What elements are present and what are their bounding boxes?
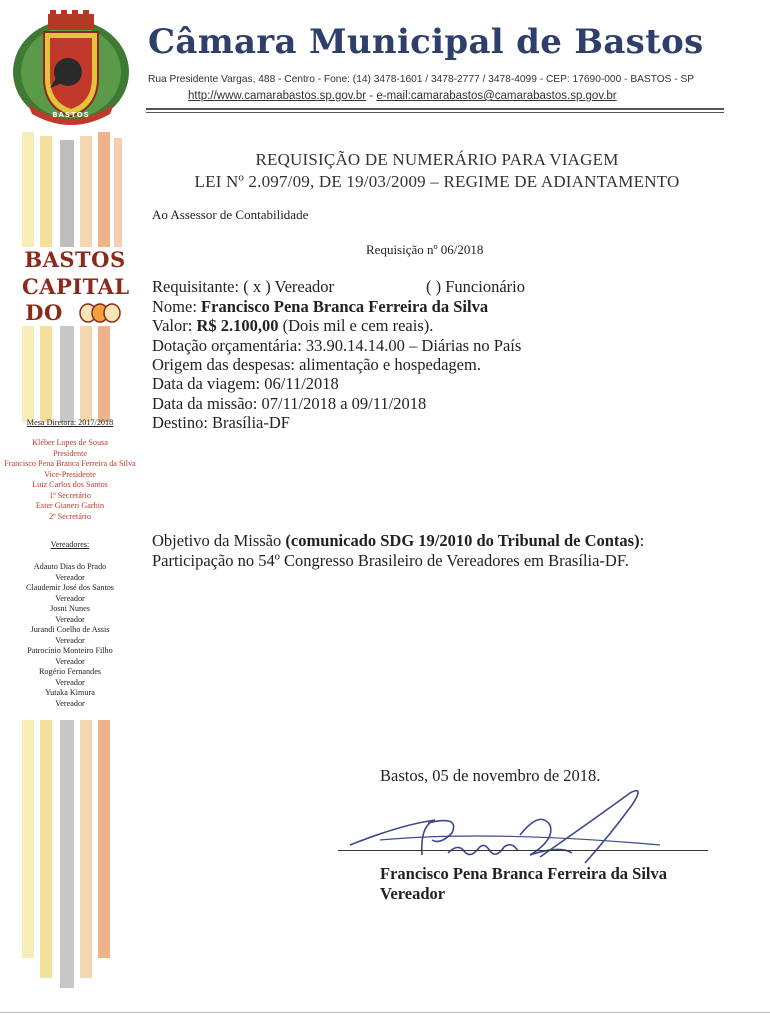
vereador-role: Vereador [55, 635, 85, 645]
slogan-line-capital: CAPITAL [22, 274, 130, 299]
signer-role: Vereador [380, 884, 446, 903]
email-link[interactable]: e-mail:camarabastos@camarabastos.sp.gov.br [376, 90, 617, 102]
vereador-role: Vereador [55, 698, 85, 708]
requisition-number: Requisição nº 06/2018 [366, 242, 484, 257]
objetivo-heading [152, 531, 644, 551]
mesa-role: Presidente [52, 448, 88, 458]
recipient: Ao Assessor de Contabilidade [152, 207, 309, 222]
destino-field: Destino: Brasília-DF [152, 413, 290, 432]
valor-label: Valor: [152, 316, 197, 335]
objetivo-text: Participação no 54º Congresso Brasileiro de Vereadores em Brasília-DF. [152, 551, 629, 570]
vereador-name: Patrocínio Monteiro Filho [27, 646, 113, 655]
header-links [188, 90, 617, 102]
objetivo-colon: : [639, 531, 645, 550]
funcionario-option: ( ) Funcionário [426, 277, 525, 296]
mesa-role: Vice-Presidente [44, 469, 96, 479]
valor-extenso: (Dois mil e cem reais). [278, 316, 434, 335]
coat-of-arms-icon [10, 8, 132, 130]
nome-value: Francisco Pena Branca Ferreira da Silva [201, 297, 489, 316]
data-missao-field: Data da missão: 07/11/2018 a 09/11/2018 [152, 394, 427, 413]
vereador-role: Vereador [55, 677, 85, 687]
data-viagem-field: Data da viagem: 06/11/2018 [152, 374, 339, 393]
link-separator: - [366, 90, 377, 102]
signer-name: Francisco Pena Branca Ferreira da Silva [380, 864, 668, 883]
vereador-role: Vereador [55, 572, 85, 582]
vereador-name: Adauto Dias do Prado [33, 562, 107, 571]
objetivo-reference: (comunicado SDG 19/2010 do Tribunal de Contas) [285, 531, 640, 550]
signature-line [338, 850, 708, 851]
header-divider [146, 108, 724, 110]
crest-banner: BASTOS [52, 111, 90, 119]
document-title: REQUISIÇÃO DE NUMERÁRIO PARA VIAGEM [255, 150, 619, 169]
vereador-role: Vereador [55, 656, 85, 666]
vereadores-title: Vereadores: [50, 540, 90, 549]
place-date: Bastos, 05 de novembro de 2018. [380, 766, 601, 785]
vereador-name: Jurandi Coelho de Assis [30, 625, 110, 634]
vereador-role: Vereador [55, 593, 85, 603]
requisitante-field: Requisitante: ( x ) Vereador [152, 277, 335, 296]
mesa-role: 2º Secretário [49, 511, 91, 521]
header-divider [146, 112, 724, 113]
nome-label: Nome: [152, 297, 202, 316]
eggs-icon [78, 303, 122, 328]
page-title: Câmara Municipal de Bastos [148, 22, 704, 62]
objetivo-label: Objetivo da Missão [152, 531, 286, 550]
mesa-diretora-title: Mesa Diretora: 2017/2018 [26, 418, 114, 427]
nome-field [152, 297, 488, 317]
footer-divider [0, 1012, 770, 1013]
dotacao-field: Dotação orçamentária: 33.90.14.14.00 – Diárias no País [152, 336, 522, 355]
mesa-name: Luiz Carlos dos Santos [32, 480, 108, 489]
mesa-name: Kléber Lopes de Sousa [32, 438, 108, 447]
vereadores-list [0, 562, 140, 709]
website-link[interactable]: http://www.camarabastos.sp.gov.br [188, 90, 367, 102]
vereador-name: Yutaka Kimura [45, 688, 95, 697]
vereador-name: Rogério Fernandes [38, 667, 102, 676]
mesa-role: 1º Secretário [49, 490, 91, 500]
vereador-role: Vereador [55, 614, 85, 624]
header-address: Rua Presidente Vargas, 488 - Centro - Fone: (14) 3478-1601 / 3478-2777 / 3478-4099 - CEP: 17690-000 - BASTOS - SP [148, 74, 695, 85]
slogan-line-do: DO [25, 300, 63, 325]
vereador-name: Josni Nunes [50, 604, 90, 613]
origem-field: Origem das despesas: alimentação e hospedagem. [152, 355, 481, 374]
vereador-name: Claudemir José dos Santos [25, 583, 114, 592]
mesa-name: Francisco Pena Branca Ferreira da Silva [4, 459, 136, 468]
mesa-name: Ester Gianeri Garbin [35, 501, 105, 510]
valor-field [152, 316, 433, 336]
document-subtitle: LEI Nº 2.097/09, DE 19/03/2009 – REGIME DE ADIANTAMENTO [194, 172, 680, 191]
mesa-list [0, 438, 140, 522]
handwritten-signature [340, 785, 670, 875]
slogan-line-bastos: BASTOS [24, 247, 126, 272]
valor-value: R$ 2.100,00 [196, 316, 279, 335]
